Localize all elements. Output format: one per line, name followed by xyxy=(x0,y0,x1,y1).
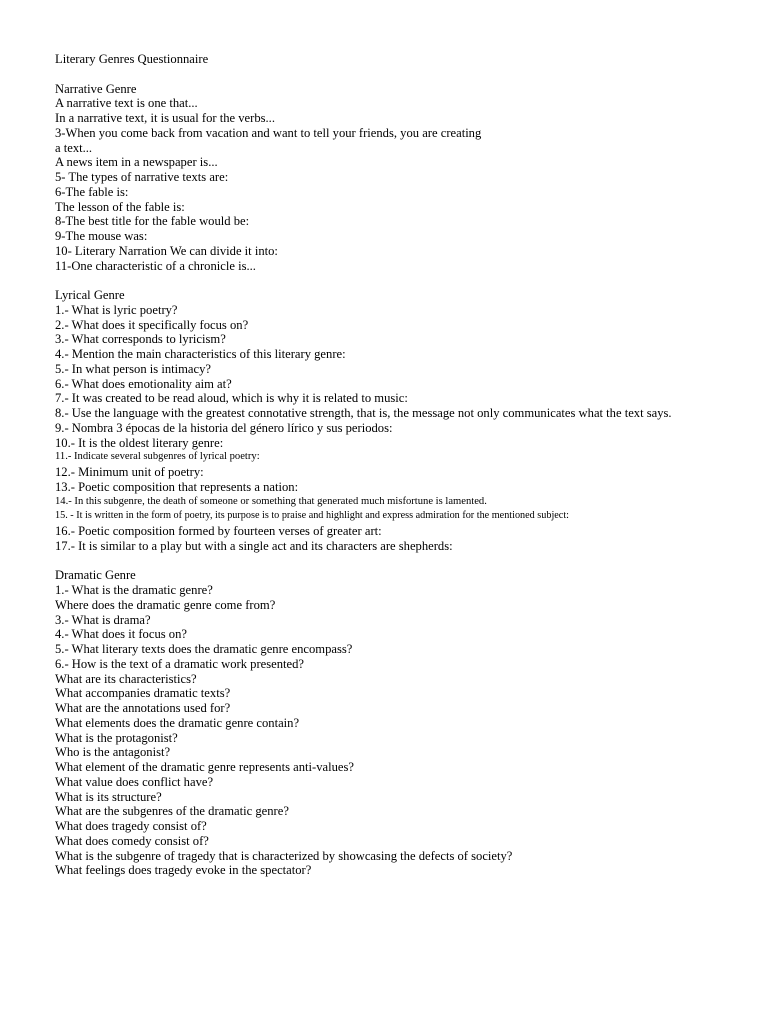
question-line: What is the protagonist? xyxy=(55,730,178,745)
question-line: 16.- Poetic composition formed by fourteen verses of greater art: xyxy=(55,524,382,538)
question-line: What feelings does tragedy evoke in the spectator? xyxy=(55,863,312,878)
question-line: What accompanies dramatic texts? xyxy=(55,686,231,701)
question-line: 11.- Indicate several subgenres of lyrical poetry: xyxy=(55,451,260,463)
question-line: The lesson of the fable is: xyxy=(55,199,185,214)
section-heading: Dramatic Genre xyxy=(55,568,136,583)
spacer xyxy=(55,554,755,569)
question-line: 13.- Poetic composition that represents a nation: xyxy=(55,479,299,494)
question-line: 17.- It is similar to a play but with a single act and its characters are shepherds: xyxy=(55,538,453,553)
question-line: 3-When you come back from vacation and want to tell your friends, you are creating xyxy=(55,125,482,140)
question-line: A narrative text is one that... xyxy=(55,96,198,111)
question-line: In a narrative text, it is usual for the verbs... xyxy=(55,111,275,125)
spacer xyxy=(55,273,755,288)
question-line: 2.- What does it specifically focus on? xyxy=(55,317,249,332)
question-line: Who is the antagonist? xyxy=(55,745,171,760)
question-line: 1.- What is lyric poetry? xyxy=(55,302,178,317)
section-narrative-genre xyxy=(55,82,755,274)
section-dramatic-genre xyxy=(55,568,755,878)
question-line: 3.- What is drama? xyxy=(55,612,151,627)
question-line: 8-The best title for the fable would be: xyxy=(55,214,250,229)
question-line: A news item in a newspaper is... xyxy=(55,155,218,170)
question-line: 12.- Minimum unit of poetry: xyxy=(55,465,204,479)
document-title: Literary Genres Questionnaire xyxy=(55,52,209,66)
question-line: What value does conflict have? xyxy=(55,774,214,789)
question-line: Where does the dramatic genre come from? xyxy=(55,597,276,612)
question-line: 14.- In this subgenre, the death of someone or something that generated much misfortune is lamented. xyxy=(55,495,487,507)
question-line: What is its structure? xyxy=(55,789,162,804)
question-line: 4.- Mention the main characteristics of this literary genre: xyxy=(55,347,346,361)
sections-container xyxy=(55,82,755,879)
question-line: 15. - It is written in the form of poetry, its purpose is to praise and highlight and express admiration for the mentioned subject: xyxy=(55,510,569,522)
question-line: What are its characteristics? xyxy=(55,671,197,686)
question-line: 1.- What is the dramatic genre? xyxy=(55,583,213,597)
question-line: 5.- What literary texts does the dramatic genre encompass? xyxy=(55,642,353,656)
question-line: 6-The fable is: xyxy=(55,184,129,199)
question-line: What elements does the dramatic genre contain? xyxy=(55,715,300,730)
question-line: 5.- In what person is intimacy? xyxy=(55,361,211,376)
question-line: 3.- What corresponds to lyricism? xyxy=(55,332,226,347)
section-heading: Narrative Genre xyxy=(55,81,137,96)
question-line: 4.- What does it focus on? xyxy=(55,627,187,642)
document-body xyxy=(55,52,755,878)
question-line: What element of the dramatic genre represents anti-values? xyxy=(55,760,354,774)
question-line: 10- Literary Narration We can divide it into: xyxy=(55,243,278,258)
question-line: What is the subgenre of tragedy that is characterized by showcasing the defects of society? xyxy=(55,848,513,863)
question-line: 10.- It is the oldest literary genre: xyxy=(55,435,224,450)
question-line: 7.- It was created to be read aloud, which is why it is related to music: xyxy=(55,391,408,406)
section-heading: Lyrical Genre xyxy=(55,288,125,302)
question-line: What does comedy consist of? xyxy=(55,833,209,848)
question-line: 8.- Use the language with the greatest connotative strength, that is, the message not only communicates what the text says. xyxy=(55,406,672,420)
question-line: What are the subgenres of the dramatic genre? xyxy=(55,804,289,819)
section-lyrical-genre xyxy=(55,288,755,554)
question-line: What are the annotations used for? xyxy=(55,701,231,715)
question-line: a text... xyxy=(55,140,93,155)
question-line: 6.- What does emotionality aim at? xyxy=(55,376,232,391)
question-line: 5- The types of narrative texts are: xyxy=(55,170,229,184)
question-line: 9.- Nombra 3 épocas de la historia del género lírico y sus periodos: xyxy=(55,420,393,435)
spacer xyxy=(55,67,755,82)
question-line: What does tragedy consist of? xyxy=(55,819,207,833)
question-line: 9-The mouse was: xyxy=(55,229,148,243)
question-line: 11-One characteristic of a chronicle is... xyxy=(55,258,256,273)
question-line: 6.- How is the text of a dramatic work presented? xyxy=(55,656,304,671)
